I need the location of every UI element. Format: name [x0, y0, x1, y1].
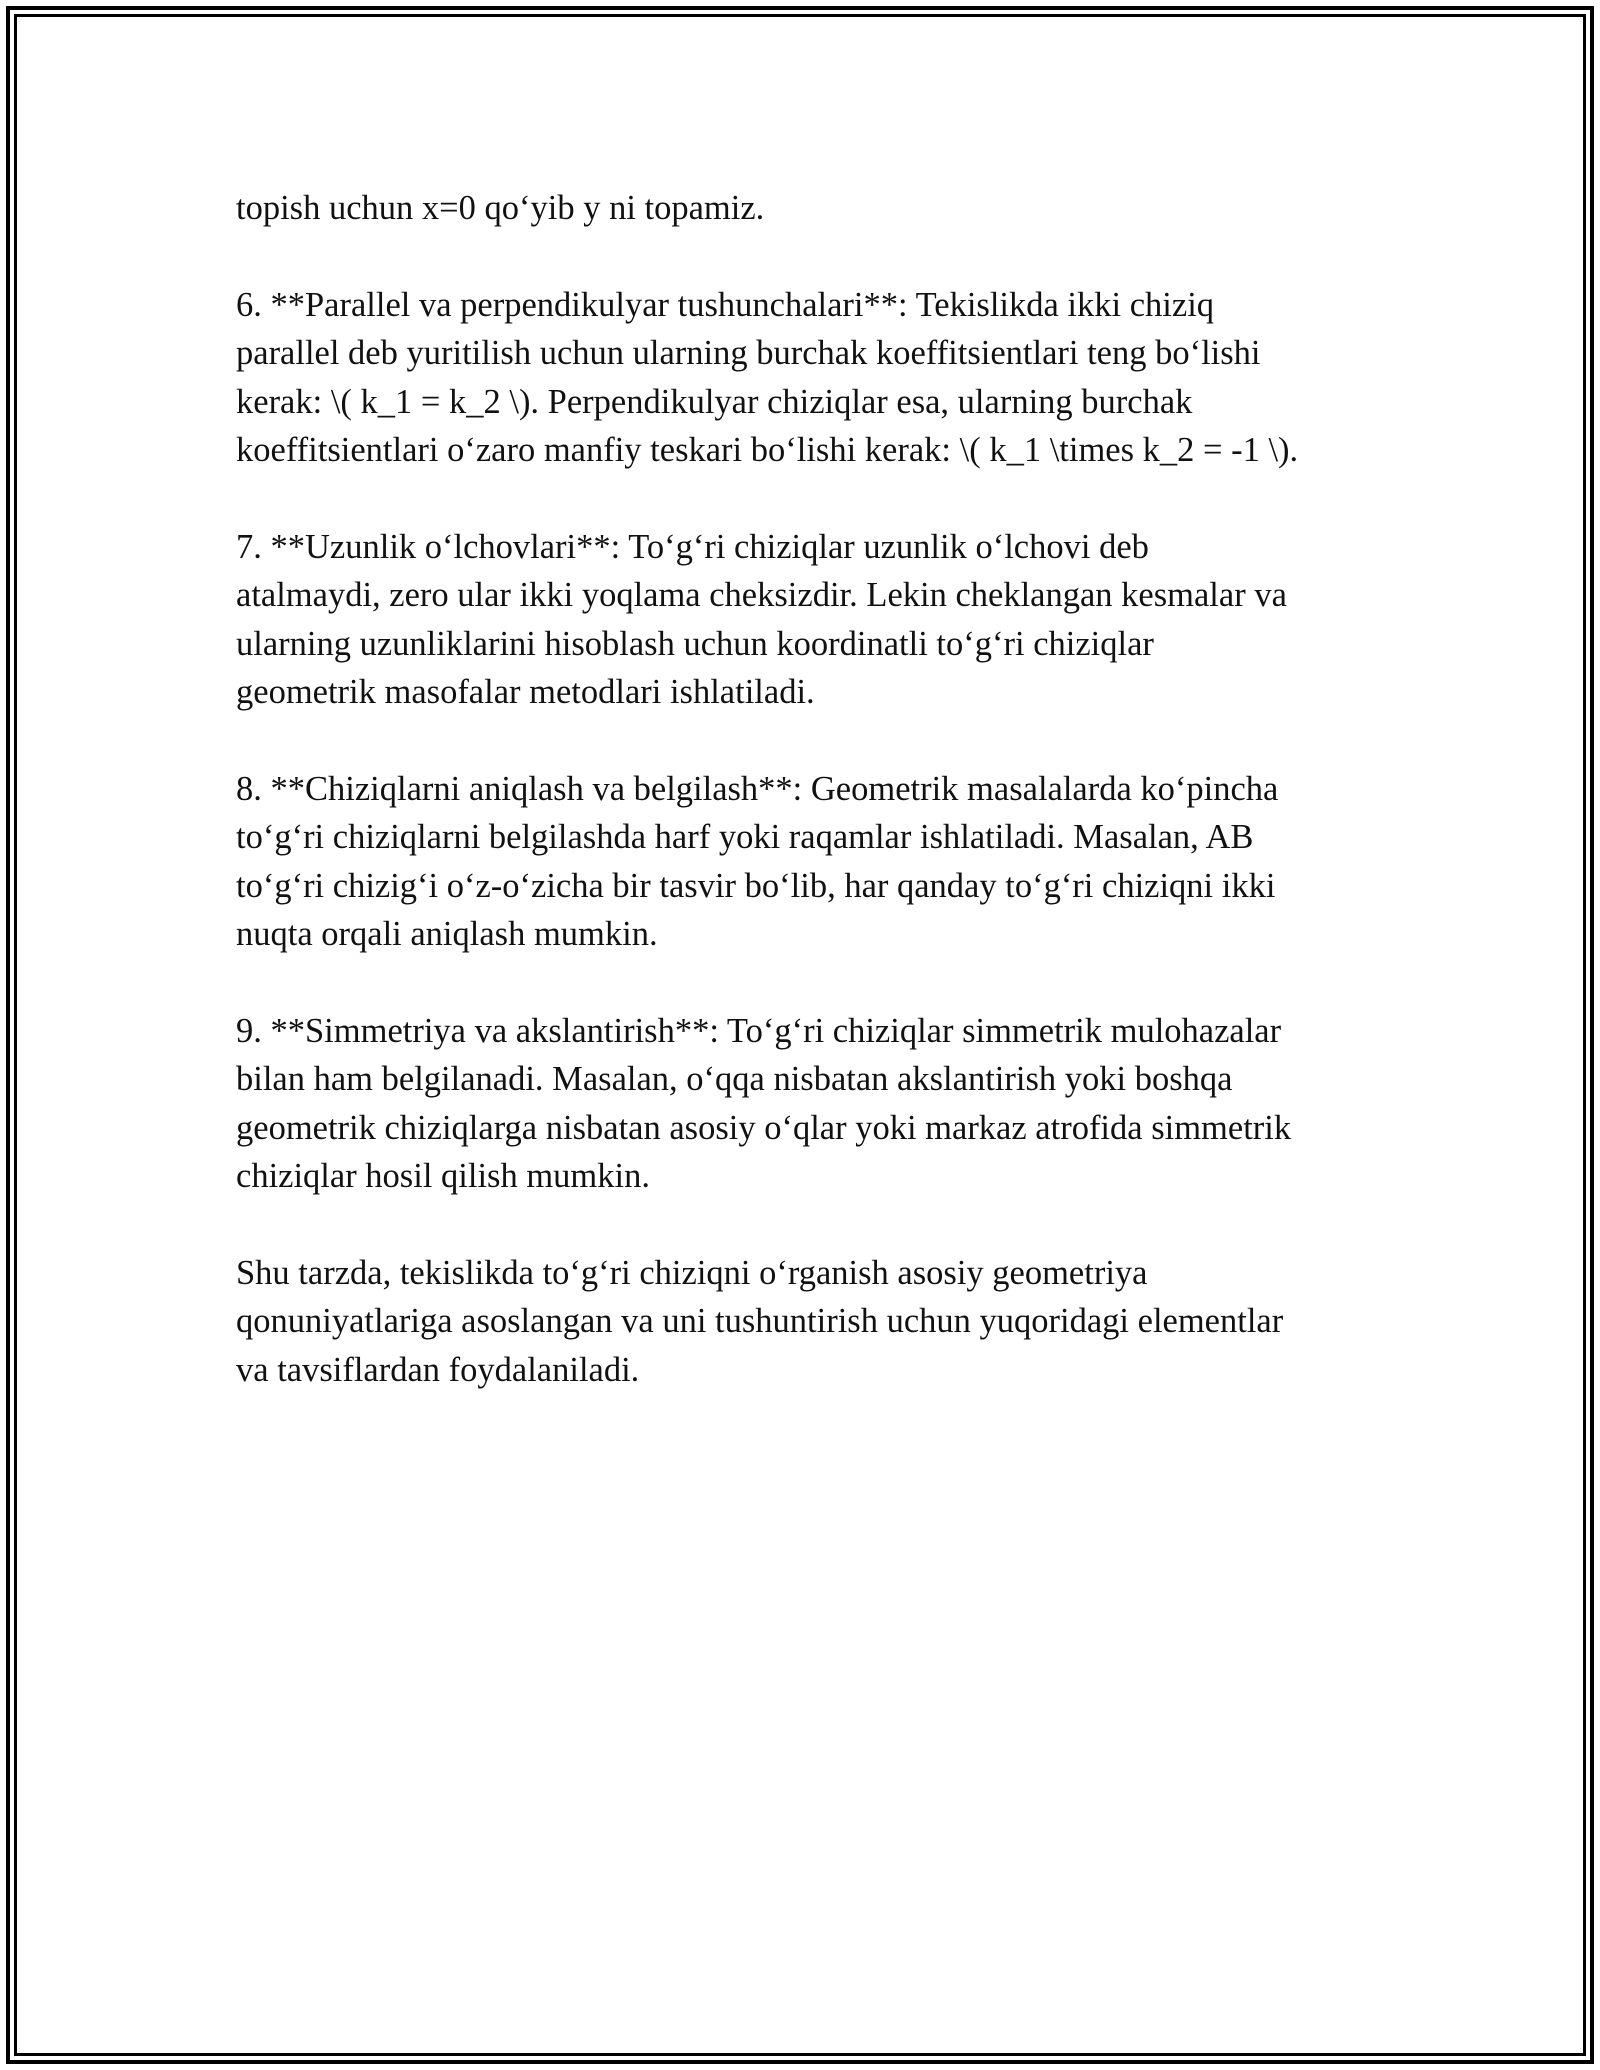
- paragraph-continuation: topish uchun x=0 qo‘yib y ni topamiz.: [236, 189, 765, 227]
- paragraph-item-7-length: 7. **Uzunlik o‘lchovlari**: To‘g‘ri chiziqlar uzunlik o‘lchovi deb atalmaydi, zero ular ikki yoqlama cheksizdir. Lekin cheklangan kesmalar va ularning uzunliklarini hisoblash uchun koordinatli to‘g‘ri chiziqlar geometrik masofalar metodlari ishlatiladi.: [236, 527, 1287, 712]
- paragraph-item-9-symmetry: 9. **Simmetriya va akslantirish**: To‘g‘ri chiziqlar simmetrik mulohazalar bilan ham belgilanadi. Masalan, o‘qqa nisbatan akslantirish yoki boshqa geometrik chiziqlarga nisbatan asosiy o‘qlar yoki markaz atrofida simmetrik chiziqlar hosil qilish mumkin.: [236, 1011, 1292, 1196]
- paragraph-item-6-parallel: 6. **Parallel va perpendikulyar tushunchalari**: Tekislikda ikki chiziq parallel deb yuritilish uchun ularning burchak koeffitsientlari teng bo‘lishi kerak: \( k_1 = k_2 \). Perpendikulyar chiziqlar esa, ularning burchak koeffitsientlari o‘zaro manfiy teskari bo‘lishi kerak: \( k_1 \times k_2 = -1 \).: [236, 285, 1299, 470]
- paragraph-conclusion: Shu tarzda, tekislikda to‘g‘ri chiziqni o‘rganish asosiy geometriya qonuniyatlariga asoslangan va uni tushuntirish uchun yuqoridagi elementlar va tavsiflardan foydalaniladi.: [236, 1253, 1284, 1389]
- document-body: [236, 184, 1376, 1394]
- paragraph-item-8-notation: 8. **Chiziqlarni aniqlash va belgilash**: Geometrik masalalarda ko‘pincha to‘g‘ri chiziqlarni belgilashda harf yoki raqamlar ishlatiladi. Masalan, AB to‘g‘ri chizig‘i o‘z-o‘zicha bir tasvir bo‘lib, har qanday to‘g‘ri chiziqni ikki nuqta orqali aniqlash mumkin.: [236, 769, 1279, 954]
